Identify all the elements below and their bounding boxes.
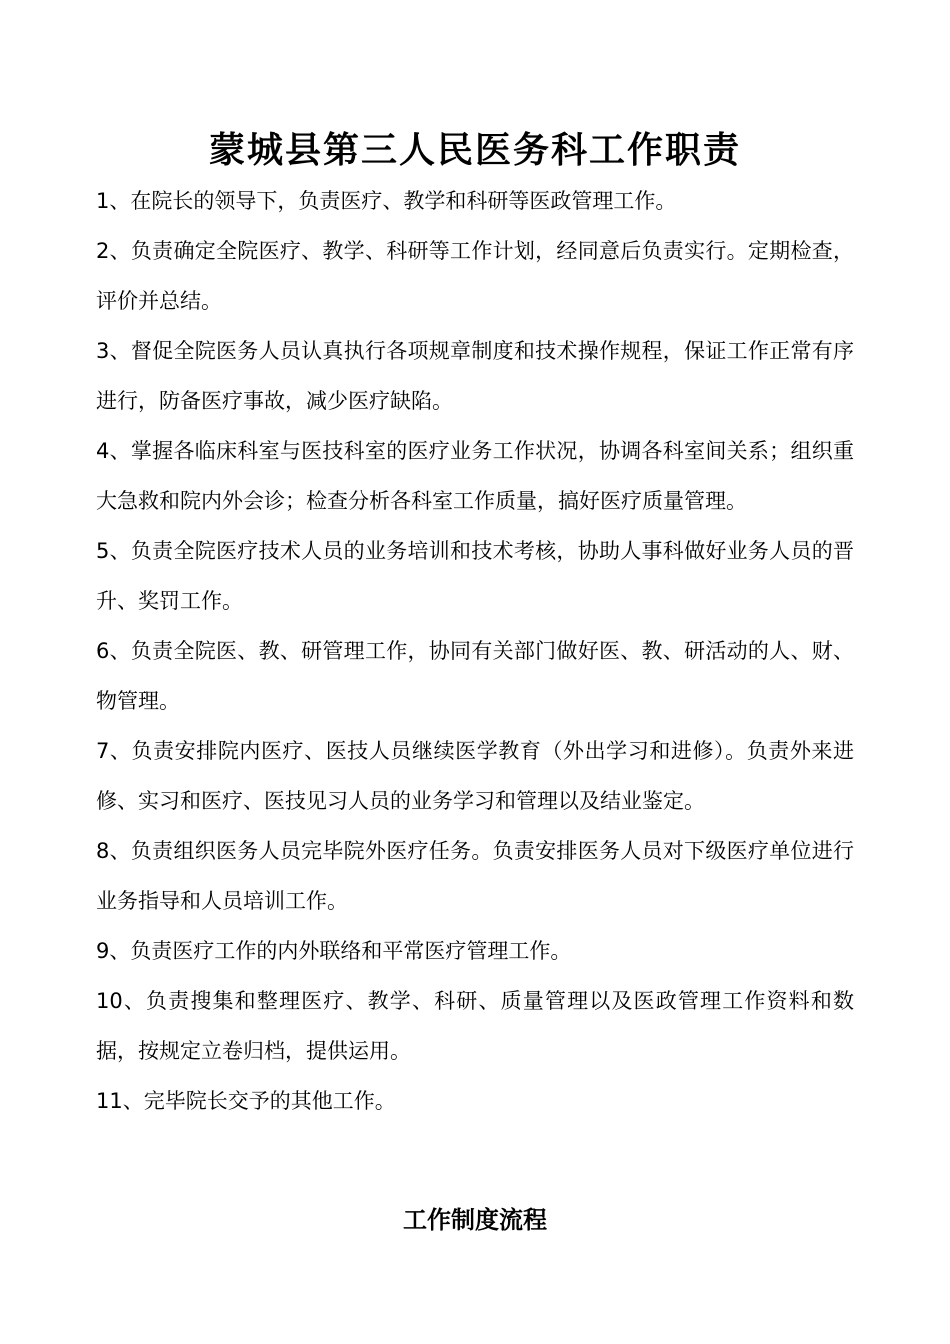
duty-item-9: 9、负责医疗工作的内外联络和平常医疗管理工作。 (96, 939, 572, 963)
duties-list (96, 176, 854, 1126)
duty-item-10: 10、负责搜集和整理医疗、教学、科研、质量管理以及医政管理工作资料和数据，按规定立卷归档，提供运用。 (96, 989, 854, 1063)
duty-item-5: 5、负责全院医疗技术人员的业务培训和技术考核，协助人事科做好业务人员的晋升、奖罚工作。 (96, 539, 854, 613)
duty-item-3: 3、督促全院医务人员认真执行各项规章制度和技术操作规程，保证工作正常有序进行，防备医疗事故，减少医疗缺陷。 (96, 339, 854, 413)
document-title: 蒙城县第三人民医务科工作职责 (208, 129, 741, 171)
duty-item-11: 11、完毕院长交予的其他工作。 (96, 1089, 396, 1113)
duty-item-1: 1、在院长的领导下，负责医疗、教学和科研等医政管理工作。 (96, 189, 677, 213)
duty-item-2: 2、负责确定全院医疗、教学、科研等工作计划，经同意后负责实行。定期检查，评价并总结。 (96, 239, 854, 313)
duty-item-4: 4、掌握各临床科室与医技科室的医疗业务工作状况，协调各科室间关系；组织重大急救和院内外会诊；检查分析各科室工作质量，搞好医疗质量管理。 (96, 439, 854, 513)
duty-item-8: 8、负责组织医务人员完毕院外医疗任务。负责安排医务人员对下级医疗单位进行业务指导和人员培训工作。 (96, 839, 854, 913)
duty-item-6: 6、负责全院医、教、研管理工作，协同有关部门做好医、教、研活动的人、财、物管理。 (96, 639, 854, 713)
section-title: 工作制度流程 (403, 1206, 547, 1234)
duty-item-7: 7、负责安排院内医疗、医技人员继续医学教育（外出学习和进修）。负责外来进修、实习和医疗、医技见习人员的业务学习和管理以及结业鉴定。 (96, 739, 854, 813)
